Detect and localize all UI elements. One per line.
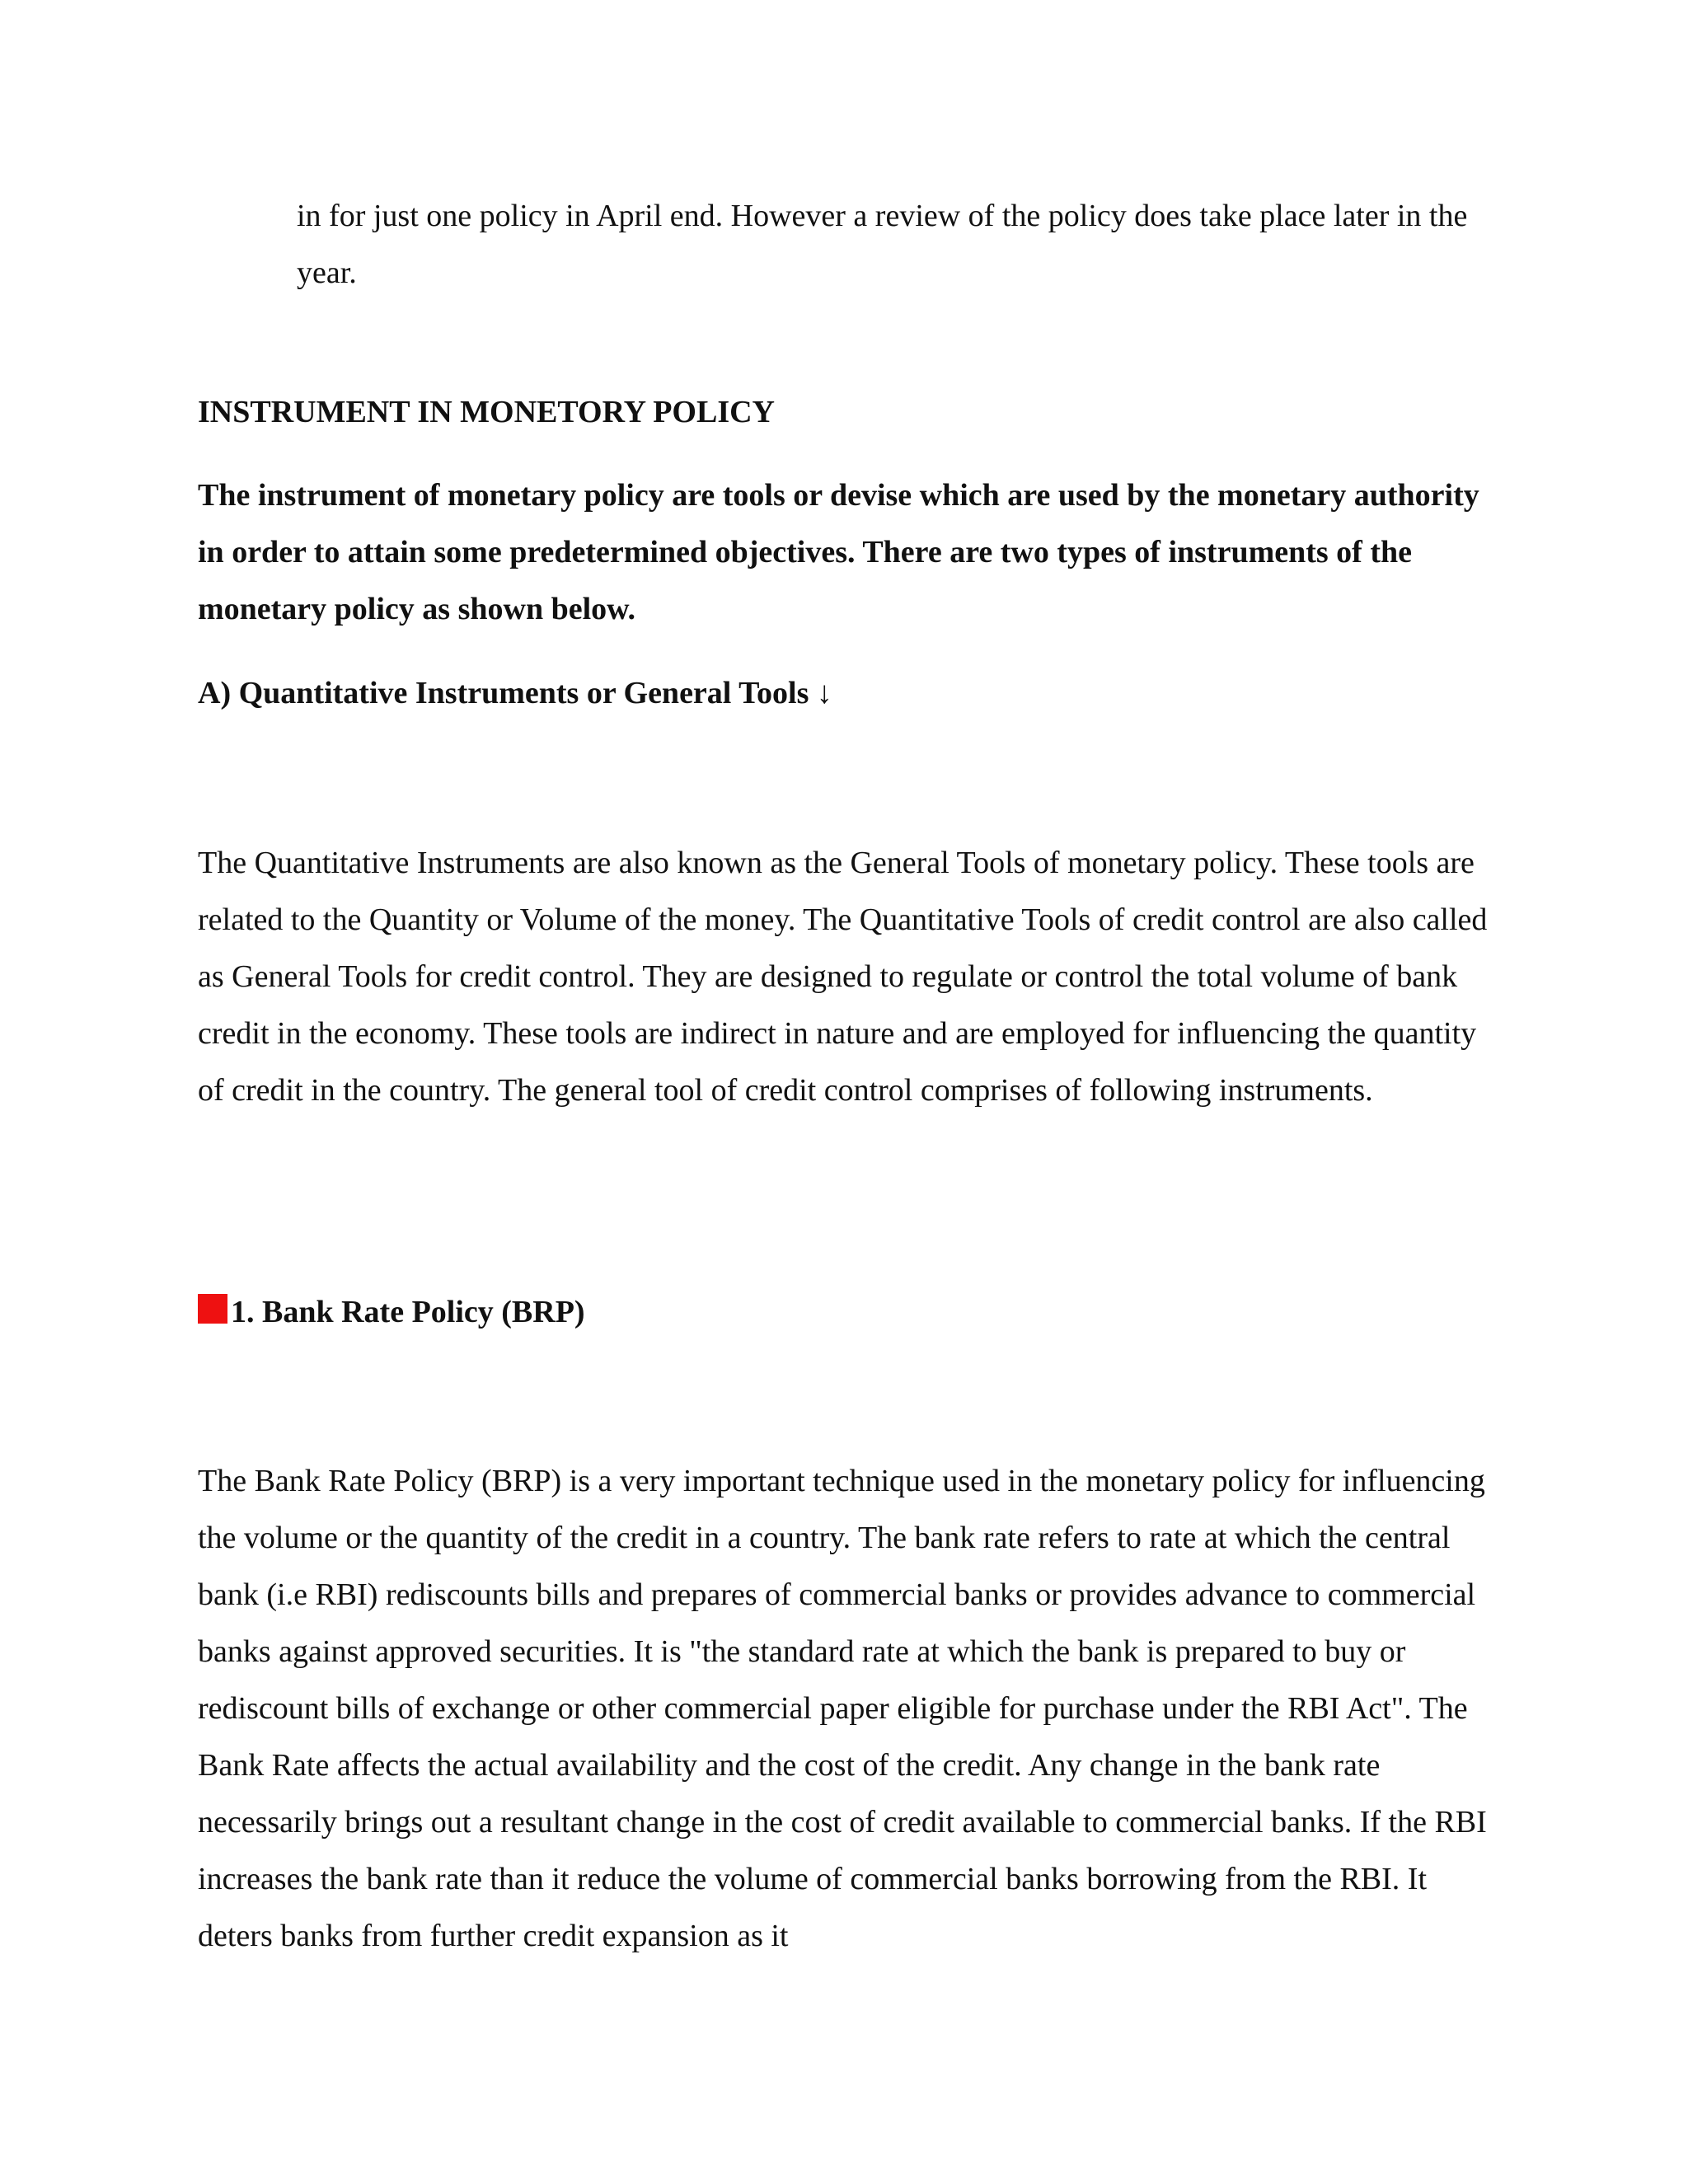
section-heading: INSTRUMENT IN MONETORY POLICY	[198, 395, 775, 429]
bank-rate-policy-paragraph: The Bank Rate Policy (BRP) is a very important technique used in the monetary policy for influencing the volume or the quantity of the credit in a country. The bank rate refers to rate at which the central bank (i.e RBI) rediscounts bills and prepares of commercial banks or provides advance to commercial banks against approved securities. It is "the standard rate at which the bank is prepared to buy or rediscount bills of exchange or other commercial paper eligible for purchase under the RBI Act". The Bank Rate affects the actual availability and the cost of the credit. Any change in the bank rate necessarily brings out a resultant change in the cost of credit available to commercial banks. If the RBI increases the bank rate than it reduce the volume of commercial banks borrowing from the RBI. It deters banks from further credit expansion as it	[198, 1464, 1487, 1953]
intro-continuation-paragraph: in for just one policy in April end. However a review of the policy does take place later in the year.	[297, 199, 1468, 290]
bank-rate-policy-heading	[198, 1293, 1500, 1331]
quantitative-instruments-paragraph: The Quantitative Instruments are also known as the General Tools of monetary policy. These tools are related to the Quantity or Volume of the money. The Quantitative Tools of credit control are also called as General Tools for credit control. They are designed to regulate or control the total volume of bank credit in the economy. These tools are indirect in nature and are employed for influencing the quantity of credit in the country. The general tool of credit control comprises of following instruments.	[198, 846, 1488, 1108]
red-square-bullet-icon	[198, 1294, 227, 1324]
subsection-a-heading: A) Quantitative Instruments or General Tools ↓	[198, 676, 832, 710]
section-intro-paragraph: The instrument of monetary policy are tools or devise which are used by the monetary authority in order to attain some predetermined objectives. There are two types of instruments of the monetary policy as shown below.	[198, 478, 1479, 626]
bank-rate-policy-heading-text: 1. Bank Rate Policy (BRP)	[231, 1295, 585, 1329]
